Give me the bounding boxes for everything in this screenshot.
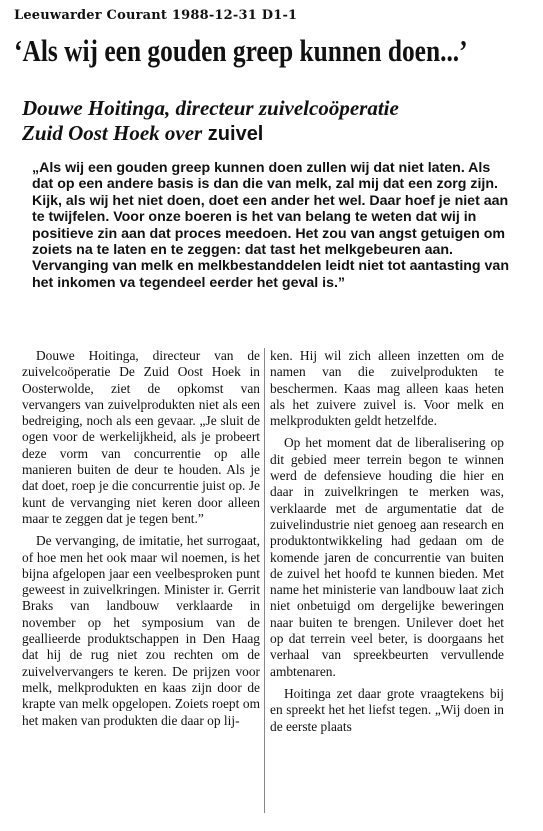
subhead-line-2-plain: zuivel [202,123,264,145]
left-paragraph: Douwe Hoitinga, directeur van de zuivelcoöperatie De Zuid Oost Hoek in Oosterwolde, ziet de opkomst van vervangers van zuivelprodukten niet als een bedreiging, noch als een gevaar. „Je sluit de ogen voor de werkelijkheid, als je probeert deze vorm van concurrentie op alle manieren buiten de deur te houden. Als je dat doet, roep je die concurrentie juist op. Je kunt de vervanging niet keren door alleen maar te zeggen dat je tegen bent.” [22,348,260,526]
intro-quote: „Als wij een gouden greep kunnen doen zullen wij dat niet laten. Als dat op een andere basis is dan die van melk, zal mij dat een zorg zijn. Kijk, als wij het niet doen, doet een ander het wel. Daar hoef je niet aan te twijfelen. Voor onze boeren is het van belang te weten dat wij in positieve zin aan dat proces meedoen. Het zou van angst getuigen om zoiets na te laten en te zeggen: dat tast het melkgebeuren aan. Vervanging van melk en melkbestanddelen leidt niet tot aantasting van het inkomen va tegendeel eerder het geval is.” [32,160,509,291]
right-paragraph: Hoitinga zet daar grote vraagtekens bij en spreekt het het liefst tegen. „Wij doen in de eerste plaats [270,685,504,734]
headline: ‘Als wij een gouden greep kunnen doen...’ [14,33,468,68]
subhead-line-2 [22,121,522,147]
subhead-line-1: Douwe Hoitinga, directeur zuivelcoöperatie [22,96,399,120]
right-paragraph: Op het moment dat de liberalisering op dit gebied meer terrein begon te winnen werd de defensieve houding die hier en daar in zuivelkringen te merken was, verklaarde met de argumentatie dat de zuivelindustrie niet genoeg aan research en produktontwikkeling had gedaan om de komende jaren de concurrentie van buiten de zuivel het hoofd te kunnen bieden. Met name het ministerie van landbouw laat zich niet onbetuigd om dergelijke beweringen naar buiten te brengen. Unilever doet het op dat terrein veel beter, is doorgaans het verhaal van spreekbeurten vervullende ambtenaren. [270,435,504,679]
right-paragraph: ken. Hij wil zich alleen inzetten om de namen van die zuivelprodukten te beschermen. Kaas mag alleen kaas heten als het zuivere zuivel is. Voor melk en melkprodukten geldt hetzelfde. [270,348,504,429]
subhead [22,96,522,147]
left-column [22,348,260,735]
column-divider [264,348,265,813]
left-paragraph: De vervanging, de imitatie, het surrogaat, of hoe men het ook maar wil noemen, is het bijna afgelopen jaar een veelbesproken punt geweest in zuivelkringen. Minister ir. Gerrit Braks van landbouw verklaarde in november op het symposium van de geallieerde produktschappen in Den Haag dat hij de rug niet zou rechten om de zuivelvervangers te keren. De prijzen voor melk, melkprodukten en kaas zijn door de krapte van melk opgelopen. Zoiets roept om het maken van produkten die daar op lij- [22,533,260,728]
subhead-line-2-italic: Zuid Oost Hoek over [22,121,203,145]
source-line: Leeuwarder Courant 1988-12-31 D1-1 [14,8,298,23]
right-column [270,348,504,741]
